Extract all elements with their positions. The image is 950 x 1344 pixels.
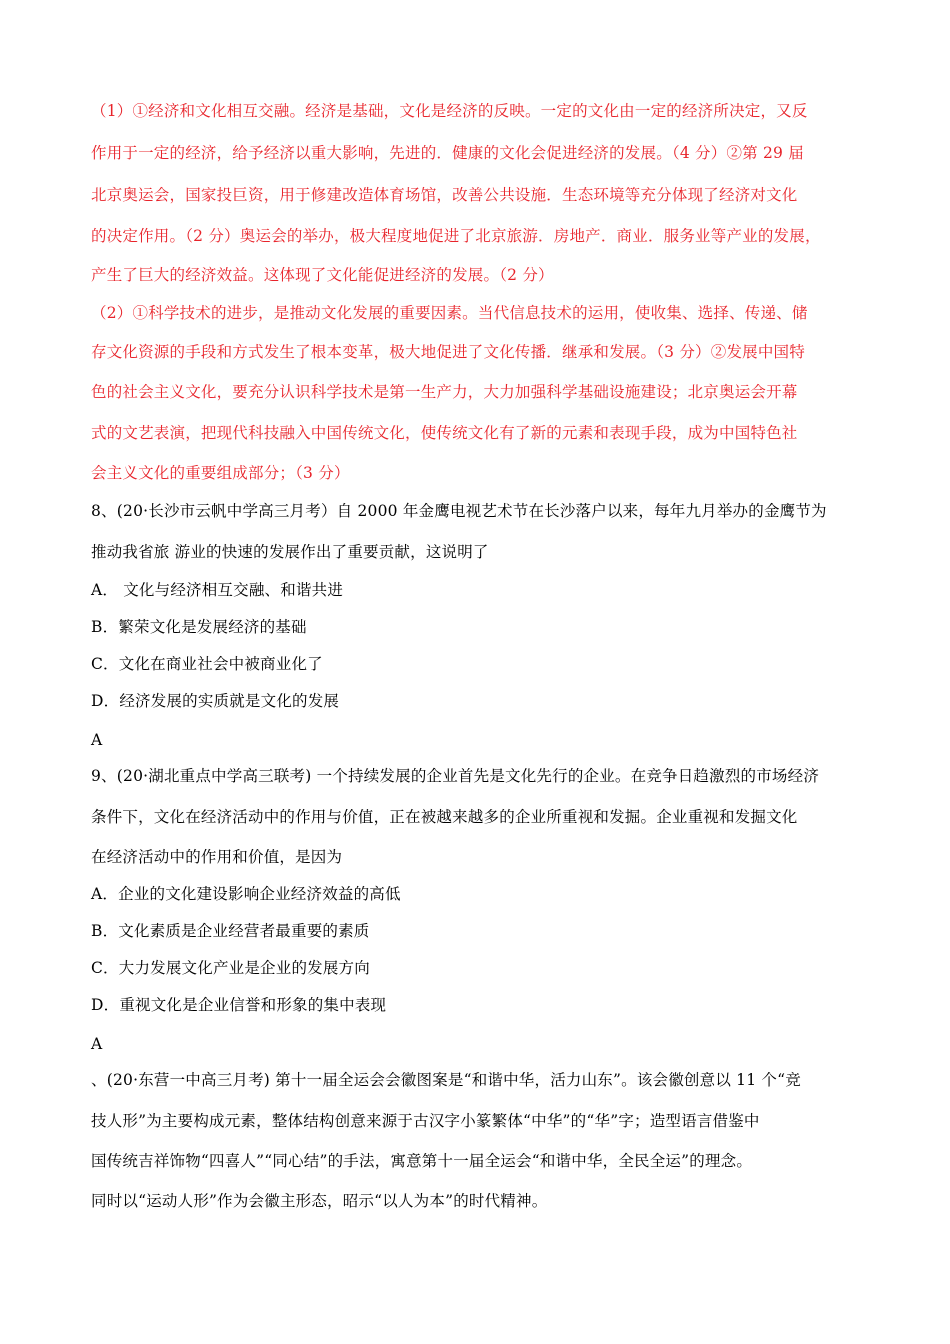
question-8-option-b: B．繁荣文化是发展经济的基础 — [91, 618, 307, 636]
question-8-option-d: D．经济发展的实质就是文化的发展 — [91, 692, 340, 710]
answer-line: 的决定作用。（2 分）奥运会的举办，极大程度地促进了北京旅游．房地产．商业．服务业等产业的发展， — [91, 227, 821, 245]
answer-line: （1）①经济和文化相互交融。经济是基础，文化是经济的反映。一定的文化由一定的经济所决定，又反 — [91, 102, 808, 120]
question-9-option-c: C．大力发展文化产业是企业的发展方向 — [91, 959, 370, 977]
answer-line: 产生了巨大的经济效益。这体现了文化能促进经济的发展。（2 分） — [91, 266, 554, 284]
question-9-option-a: A．企业的文化建设影响企业经济效益的高低 — [91, 885, 401, 903]
answer-line: 北京奥运会，国家投巨资，用于修建改造体育场馆，改善公共设施．生态环境等充分体现了经济对文化 — [91, 186, 798, 204]
question-10-stem: 同时以“运动人形”作为会徽主形态，昭示“以人为本”的时代精神。 — [91, 1192, 548, 1210]
question-10-stem: 国传统吉祥饰物“四喜人”“同心结”的手法，寓意第十一届全运会“和谐中华，全民全运”的理念。 — [91, 1152, 753, 1170]
answer-line: 式的文艺表演，把现代科技融入中国传统文化，使传统文化有了新的元素和表现手段，成为中国特色社 — [91, 424, 798, 442]
question-8-option-a: A． 文化与经济相互交融、和谐共进 — [91, 581, 344, 599]
question-10-stem: 、(20·东营一中高三月考) 第十一届全运会会徽图案是“和谐中华，活力山东”。该会徽创意以 11 个“竞 — [91, 1071, 801, 1089]
question-8-stem: 8、(20·长沙市云帆中学高三月考）自 2000 年金鹰电视艺术节在长沙落户以来，每年九月举办的金鹰节为 — [91, 502, 827, 520]
answer-line: 会主义文化的重要组成部分；（3 分） — [91, 464, 350, 482]
question-8-option-c: C．文化在商业社会中被商业化了 — [91, 655, 323, 673]
question-9-stem: 9、(20·湖北重点中学高三联考) 一个持续发展的企业首先是文化先行的企业。在竞争日趋激烈的市场经济 — [91, 767, 820, 785]
question-9-stem: 条件下，文化在经济活动中的作用与价值，正在被越来越多的企业所重视和发掘。企业重视和发掘文化 — [91, 808, 798, 826]
answer-line: 作用于一定的经济，给予经济以重大影响，先进的．健康的文化会促进经济的发展。（4 分）②第 29 届 — [91, 144, 804, 162]
answer-line: 存文化资源的手段和方式发生了根本变革，极大地促进了文化传播．继承和发展。（3 分）②发展中国特 — [91, 343, 805, 361]
question-8-stem: 推动我省旅 游业的快速的发展作出了重要贡献，这说明了 — [91, 543, 489, 561]
answer-line: （2）①科学技术的进步，是推动文化发展的重要因素。当代信息技术的运用，使收集、选择、传递、储 — [91, 304, 808, 322]
question-9-stem: 在经济活动中的作用和价值，是因为 — [91, 848, 343, 866]
question-10-stem: 技人形”为主要构成元素，整体结构创意来源于古汉字小篆繁体“中华”的“华”字；造型语言借鉴中 — [91, 1112, 760, 1130]
answer-line: 色的社会主义文化，要充分认识科学技术是第一生产力，大力加强科学基础设施建设；北京奥运会开幕 — [91, 383, 798, 401]
question-9-option-b: B．文化素质是企业经营者最重要的素质 — [91, 922, 370, 940]
question-9-option-d: D．重视文化是企业信誉和形象的集中表现 — [91, 996, 387, 1014]
question-9-answer: A — [91, 1035, 103, 1053]
question-8-answer: A — [91, 731, 103, 749]
